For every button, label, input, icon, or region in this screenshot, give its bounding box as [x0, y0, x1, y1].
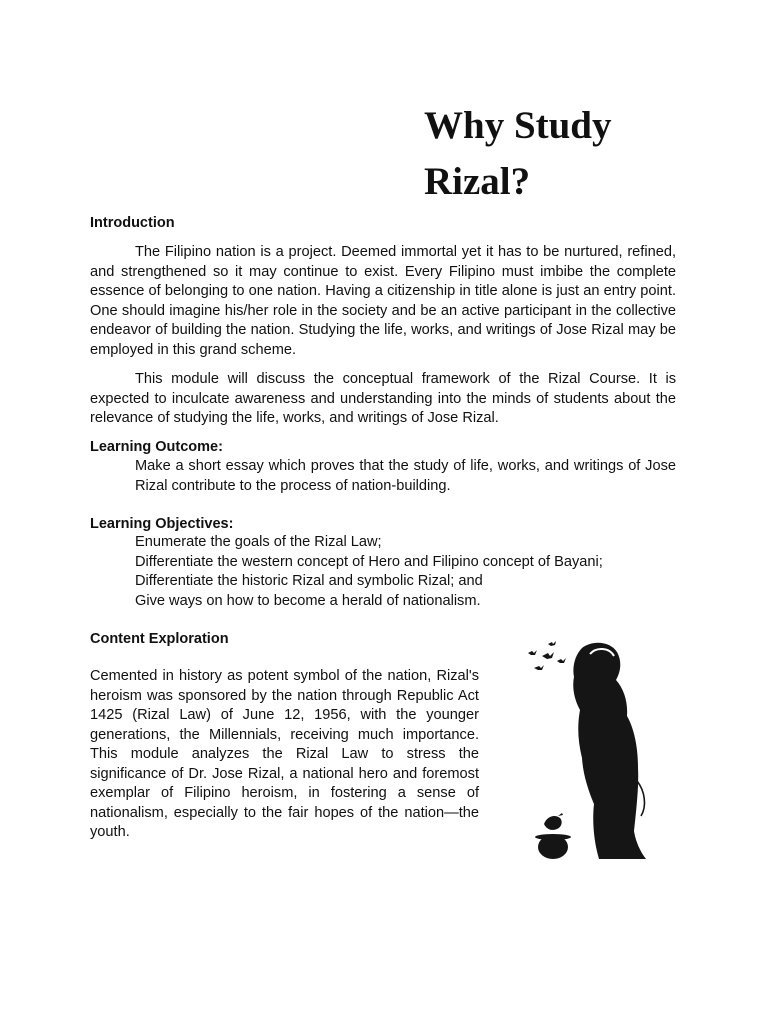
- learning-objectives-heading: Learning Objectives:: [90, 516, 234, 532]
- hat-with-bird: [535, 813, 571, 859]
- learning-outcome-text: Make a short essay which proves that the study of life, works, and writings of Jose Rizal contribute to the process of nation-building.: [135, 458, 676, 494]
- content-exploration-heading: Content Exploration: [90, 631, 229, 647]
- content-exploration-text: Cemented in history as potent symbol of the nation, Rizal's heroism was sponsored by the nation through Republic Act 1425 (Rizal Law) of June 12, 1956, with the younger generations, the Millennials, receiving much importance. This module analyzes the Rizal Law to stress the significance of Dr. Jose Rizal, a national hero and foremost exemplar of Filipino heroism, in fostering a sense of nationalism, especially to the fair hopes of the nation—the youth.: [90, 668, 479, 840]
- figure-silhouette: [573, 643, 646, 859]
- list-item: Enumerate the goals of the Rizal Law;: [135, 534, 382, 550]
- list-item: Give ways on how to become a herald of nationalism.: [135, 592, 481, 609]
- learning-outcome-heading: Learning Outcome:: [90, 439, 223, 455]
- introduction-paragraph: This module will discuss the conceptual framework of the Rizal Course. It is expected to inculcate awareness and understanding into the minds of students about the relevance of studying the life, works, and writings of Jose Rizal.: [90, 371, 676, 426]
- dove-icon: [544, 813, 563, 830]
- introduction-heading: Introduction: [90, 215, 175, 231]
- page-title: Why Study Rizal?: [424, 104, 612, 203]
- learning-objectives-list: [135, 533, 603, 611]
- rizal-silhouette-illustration: [520, 634, 672, 864]
- introduction-paragraph: The Filipino nation is a project. Deemed immortal yet it has to be nurtured, refined, and strengthened so it may continue to exist. Every Filipino must imbibe the complete essence of belonging to one nation. Having a citizenship in title alone is just an entry point. One should imagine his/her role in the society and be an active participant in the collective endeavor of building the nation. Studying the life, works, and writings of Jose Rizal may be employed in this grand scheme.: [90, 244, 676, 358]
- bird-icon: [528, 641, 566, 670]
- list-item: Differentiate the historic Rizal and symbolic Rizal; and: [135, 573, 483, 589]
- list-item: Differentiate the western concept of Hero and Filipino concept of Bayani;: [135, 553, 603, 570]
